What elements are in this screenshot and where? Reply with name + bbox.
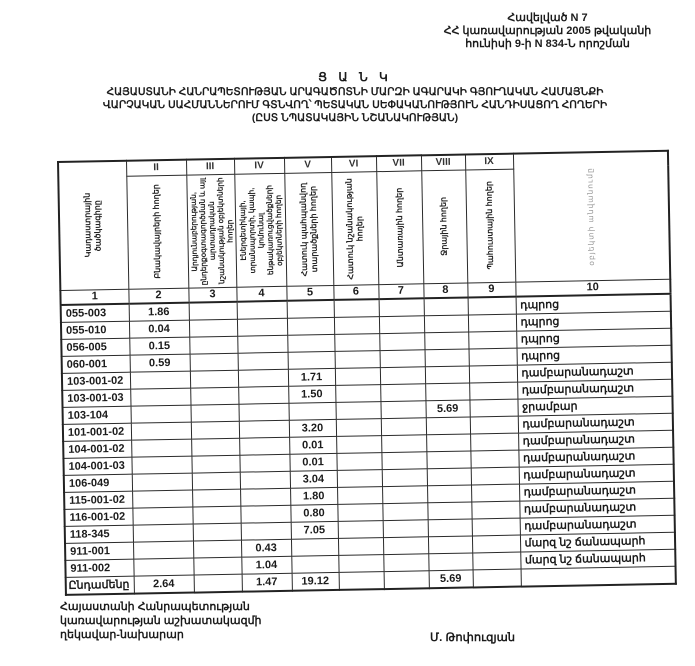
cell-area-value [133, 524, 193, 542]
cell-area-value [383, 536, 428, 554]
cell-area-value: 0.04 [129, 320, 189, 338]
cell-area-value [381, 417, 426, 435]
cell-area-value [469, 348, 517, 366]
cell-area-value [132, 490, 192, 508]
cell-area-value [291, 555, 338, 573]
cell-area-value [190, 370, 238, 388]
col-header-special-purpose-lands: Հատուկ նշանակության հողեր [331, 171, 378, 285]
subtitle-line-3: (ԸՍՏ ՆՊԱՏԱԿԱՅԻՆ ՆՇԱՆԱԿՈՒԹՅԱՆ) [251, 112, 459, 124]
signatory-line-3: ղեկավար-նախարար [60, 629, 184, 641]
cell-area-value [379, 315, 424, 333]
col-number-4: 4 [236, 286, 286, 302]
cell-area-value [238, 369, 288, 387]
cell-area-value [472, 518, 520, 536]
cell-cadastral-code: 055-010 [61, 321, 129, 339]
cell-area-value [470, 416, 518, 434]
cell-object-name: դամբարանադաշտ [517, 379, 672, 399]
cell-area-value [469, 399, 517, 417]
signature-name: Մ. Թոփուզյան [430, 632, 516, 644]
cell-area-value [287, 317, 334, 335]
cell-area-value [384, 570, 429, 589]
cell-area-value [130, 405, 190, 423]
cell-area-value [287, 334, 334, 352]
cell-object-name: դամբարանադաշտ [518, 430, 673, 450]
cell-area-value [428, 552, 472, 570]
cell-cadastral-code: 104-001-02 [63, 440, 131, 458]
cell-area-value: 1.47 [242, 573, 292, 592]
cell-area-value [130, 371, 190, 389]
cell-area-value [191, 421, 239, 439]
cell-area-value [193, 523, 241, 541]
cell-cadastral-code: 101-001-02 [63, 423, 131, 441]
cell-cadastral-code: 911-001 [65, 542, 133, 560]
cell-cadastral-code: 104-001-03 [63, 457, 131, 475]
cell-area-value [240, 505, 290, 523]
cell-cadastral-code: 056-005 [61, 338, 129, 356]
cell-area-value [287, 300, 334, 318]
cell-object-name: դամբարանադաշտ [517, 362, 672, 382]
cell-area-value [382, 485, 427, 503]
cell-object-name: մարզ նշ ճանապարհ [520, 549, 675, 569]
cell-area-value: 2.64 [134, 575, 194, 594]
cell-object-name: դպրոց [516, 345, 671, 365]
cell-area-value [468, 331, 516, 349]
cell-area-value [238, 386, 288, 404]
col-number-9: 9 [467, 282, 515, 298]
cell-area-value [191, 438, 239, 456]
cell-area-value [469, 382, 517, 400]
cell-object-name [521, 566, 676, 587]
cell-object-name: դամբարանադաշտ [520, 515, 675, 535]
cell-area-value [238, 403, 288, 421]
cell-area-value [382, 502, 427, 520]
roman-numeral-iii: III [186, 159, 234, 175]
cell-area-value: 7.05 [291, 521, 338, 539]
cell-area-value [426, 416, 470, 434]
cell-area-value [337, 469, 382, 487]
cell-area-value [380, 366, 425, 384]
cell-area-value [241, 522, 291, 540]
cell-cadastral-code: Ընդամենը [66, 576, 134, 595]
document-title: Ց Ա Ն Կ [318, 70, 392, 84]
cell-area-value: 19.12 [292, 572, 339, 591]
roman-numeral-vii: VII [376, 155, 421, 171]
col-header-cadastral-code [58, 161, 128, 290]
cell-object-name: դամբարանադաշտ [518, 413, 673, 433]
cell-area-value [338, 520, 383, 538]
cell-area-value [470, 450, 518, 468]
cell-area-value [336, 418, 381, 436]
cell-area-value [426, 433, 470, 451]
cell-area-value: 0.59 [130, 354, 190, 372]
cell-area-value [473, 569, 521, 588]
cell-cadastral-code: 055-003 [61, 304, 129, 322]
cell-object-name: ջրամբար [517, 396, 672, 416]
col-number-7: 7 [378, 283, 423, 299]
cell-area-value [381, 451, 426, 469]
cell-area-value [471, 501, 519, 519]
annex-number: Հավելված N 7 [507, 12, 588, 24]
cell-area-value [190, 353, 238, 371]
roman-numeral-ii: II [126, 160, 186, 176]
cell-area-value [424, 297, 468, 315]
cell-area-value [427, 501, 471, 519]
cell-area-value [335, 384, 380, 402]
cell-area-value [334, 333, 379, 351]
cell-area-value [189, 319, 237, 337]
cell-area-value [338, 537, 383, 555]
cell-area-value [428, 535, 472, 553]
cell-area-value [380, 400, 425, 418]
cell-area-value [380, 383, 425, 401]
cell-area-value [239, 454, 289, 472]
col-header-industrial-lands: Արդյունաբերության, ընդերքօգտագործման և այլ արտադրական նշանակության օբյեկտների հողեր [186, 174, 236, 288]
cell-area-value [427, 484, 471, 502]
cell-object-name: մարզ նշ ճանապարհ [520, 532, 675, 552]
cell-area-value [335, 367, 380, 385]
cell-area-value [193, 540, 241, 558]
cell-area-value: 1.04 [241, 556, 291, 574]
cell-area-value [470, 433, 518, 451]
cell-area-value [379, 298, 424, 316]
subtitle-line-1: ՀԱՅԱՍՏԱՆԻ ՀԱՆՐԱՊԵՏՈՒԹՅԱՆ ԱՐԱԳԱԾՈՏՆԻ ՄԱՐԶԻ ԱԳԱՐԱԿԻ ԳՅՈՒՂԱԿԱՆ ՀԱՄԱՅՆՔԻ [106, 86, 604, 98]
cell-object-name: դպրոց [516, 328, 671, 348]
cell-area-value [383, 519, 428, 537]
col-number-10: 10 [515, 279, 670, 297]
cell-area-value [425, 365, 469, 383]
cell-area-value [335, 401, 380, 419]
col-number-2: 2 [128, 288, 188, 304]
col-header-energy-transport-lands: Էներգետիկայի, տրանսպորտի, կապի, կոմունալ ենթակառուցվածքների օբյեկտների հողեր [234, 173, 286, 287]
cell-area-value [288, 402, 335, 420]
cell-area-value: 1.80 [290, 487, 337, 505]
subtitle-line-2: ՎԱՐՉԱԿԱՆ ՍԱՀՄԱՆՆԵՐՈՒՄ ԳՏՆՎՈՂ՝ ՊԵՏԱԿԱՆ ՍԵՓԱԿԱՆՈՒԹՅՈՒՆ ՀԱՆԴԻՍԱՑՈՂ ՀՈՂԵՐԻ [102, 99, 608, 111]
roman-numeral-vi: VI [331, 156, 376, 172]
cell-cadastral-code: 060-001 [62, 355, 130, 373]
object-name-header-label: օբյեկտի անվանումը [585, 167, 597, 266]
roman-numeral-v: V [284, 157, 331, 173]
cell-area-value [237, 335, 287, 353]
cell-area-value [189, 336, 237, 354]
col-header-reserve-lands: Պահուստային հողեր [465, 169, 515, 283]
cell-area-value [239, 437, 289, 455]
signatory-title-block [60, 600, 262, 642]
cell-area-value [193, 557, 241, 575]
cell-cadastral-code: 106-049 [64, 474, 132, 492]
cell-area-value [426, 450, 470, 468]
col-header-object-name [513, 151, 670, 282]
cell-area-value: 5.69 [425, 399, 469, 417]
cell-area-value [131, 422, 191, 440]
cell-area-value [238, 352, 288, 370]
cell-area-value [427, 467, 471, 485]
cadastral-code-header-label: Կադաստրային ծածկագիրը [82, 193, 103, 259]
land-registry-table [57, 150, 677, 596]
cell-object-name: դպրոց [516, 294, 671, 314]
cell-area-value [472, 552, 520, 570]
cell-area-value [237, 301, 287, 319]
annex-reference-block [400, 12, 695, 51]
cell-area-value [192, 489, 240, 507]
roman-numeral-viii: VIII [421, 155, 465, 171]
col-header-protected-areas-lands: Հատուկ պահպանվող տարածքների հողեր [284, 172, 333, 286]
cell-area-value [338, 554, 383, 572]
cell-area-value [468, 297, 516, 315]
cell-area-value [468, 314, 516, 332]
signatory-line-2: կառավարության աշխատակազմի [60, 615, 262, 627]
cell-area-value [334, 316, 379, 334]
col-number-3: 3 [188, 287, 236, 303]
cell-area-value [381, 434, 426, 452]
cell-area-value [291, 538, 338, 556]
col-header-forest-lands: Անտառային հողեր [376, 170, 423, 284]
cell-area-value: 1.86 [129, 303, 189, 321]
cell-area-value [382, 468, 427, 486]
cell-area-value [131, 456, 191, 474]
document-subtitle [20, 86, 690, 125]
cell-area-value [428, 518, 472, 536]
cell-area-value [336, 435, 381, 453]
cell-area-value [191, 455, 239, 473]
cell-cadastral-code: 115-001-02 [64, 491, 132, 509]
cell-area-value [189, 302, 237, 320]
cell-area-value: 0.01 [289, 436, 336, 454]
cell-area-value [192, 506, 240, 524]
cell-area-value: 0.80 [290, 504, 337, 522]
cell-cadastral-code: 911-002 [65, 559, 133, 577]
cell-cadastral-code: 116-001-02 [64, 508, 132, 526]
cell-area-value: 0.43 [241, 539, 291, 557]
cell-cadastral-code: 118-345 [65, 525, 133, 543]
col-header-residential-lands: Բնակավայրերի հողեր [126, 175, 188, 289]
cell-area-value [337, 503, 382, 521]
cell-area-value [425, 382, 469, 400]
cell-area-value [334, 299, 379, 317]
cell-object-name: դպրոց [516, 311, 671, 331]
cell-area-value: 1.50 [288, 385, 335, 403]
col-header-water-lands: Ջրային հողեր [421, 170, 467, 284]
cell-area-value [190, 387, 238, 405]
cell-area-value: 3.20 [289, 419, 336, 437]
cell-cadastral-code: 103-001-02 [62, 372, 130, 390]
cell-object-name: դամբարանադաշտ [519, 464, 674, 484]
cell-object-name: դամբարանադաշտ [519, 481, 674, 501]
cell-area-value: 5.69 [429, 569, 473, 588]
cell-area-value [425, 348, 469, 366]
cell-area-value [237, 318, 287, 336]
cell-area-value [379, 332, 424, 350]
cell-area-value [194, 574, 242, 593]
signatory-line-1: Հայաստանի Հանրապետության [60, 601, 250, 613]
roman-numeral-ix: IX [465, 154, 513, 170]
decree-number-line: հունիսի 9-ի N 834-Ն որոշման [465, 38, 630, 50]
cell-area-value [471, 484, 519, 502]
cell-area-value [471, 467, 519, 485]
cell-area-value [130, 388, 190, 406]
cell-area-value [132, 473, 192, 491]
col-number-8: 8 [423, 283, 467, 299]
cell-area-value [131, 439, 191, 457]
table-body [61, 294, 676, 595]
cell-area-value [132, 507, 192, 525]
col-number-5: 5 [286, 285, 333, 301]
decree-year-line: ՀՀ կառավարության 2005 թվականի [443, 25, 652, 37]
col-number-6: 6 [333, 284, 378, 300]
cell-area-value [133, 541, 193, 559]
cell-area-value: 0.15 [129, 337, 189, 355]
cell-area-value: 3.04 [290, 470, 337, 488]
cell-area-value [424, 314, 468, 332]
cell-area-value: 1.71 [288, 368, 335, 386]
cell-area-value [383, 553, 428, 571]
cell-area-value [240, 471, 290, 489]
cell-area-value [472, 535, 520, 553]
cell-area-value [339, 571, 384, 590]
cell-object-name: դամբարանադաշտ [519, 498, 674, 518]
cell-cadastral-code: 103-104 [63, 406, 131, 424]
cell-area-value [240, 488, 290, 506]
cell-area-value [288, 351, 335, 369]
cell-area-value [192, 472, 240, 490]
cell-area-value [336, 452, 381, 470]
cell-area-value [424, 331, 468, 349]
cell-area-value [335, 350, 380, 368]
roman-numeral-iv: IV [234, 158, 284, 174]
cell-area-value [239, 420, 289, 438]
cell-area-value [190, 404, 238, 422]
cell-cadastral-code: 103-001-03 [62, 389, 130, 407]
cell-area-value: 0.01 [289, 453, 336, 471]
cell-area-value [469, 365, 517, 383]
cell-area-value [337, 486, 382, 504]
col-number-1: 1 [60, 289, 128, 305]
cell-area-value [380, 349, 425, 367]
cell-object-name: դամբարանադաշտ [518, 447, 673, 467]
cell-area-value [133, 558, 193, 576]
